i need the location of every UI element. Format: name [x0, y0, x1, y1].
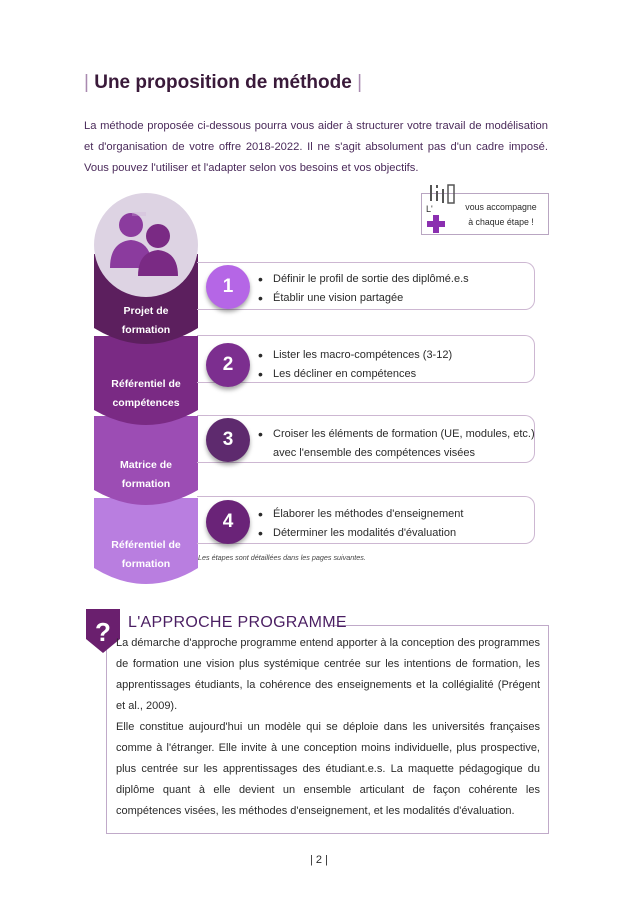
title-text: Une proposition de méthode — [94, 72, 352, 93]
step-number-2: 2 — [206, 343, 250, 387]
band-label-2-line1: Référentiel de — [111, 378, 181, 390]
question-mark: ? — [95, 617, 111, 647]
step-list-3 — [257, 425, 537, 463]
step-number-3: 3 — [206, 418, 250, 462]
page-number: | 2 | — [310, 854, 328, 866]
people-circle — [94, 193, 198, 297]
band-label-4-line2: formation — [121, 558, 171, 570]
approche-box-top-border — [330, 625, 549, 626]
band-label-1-line1: Projet de — [123, 305, 169, 317]
step-3-item: • Croiser les éléments de formation (UE, modules, etc.) avec l'ensemble des compétences visées — [257, 425, 537, 463]
band-label-2-line2: compétences — [112, 397, 180, 409]
approche-paragraph-1: La démarche d'approche programme entend apporter à la conception des programmes de formation une vision plus systémique centrée sur les intentions de formation, les apprentissages étudiants, la cohérence des enseignements et la collégialité (Prégent et al., 2009). — [116, 637, 541, 712]
step-number-4: 4 — [206, 500, 250, 544]
step-1-item: • Définir le profil de sortie des diplômé.e.s — [257, 270, 537, 289]
idp-prefix: L' — [426, 204, 433, 214]
steps-caption: Les étapes sont détaillées dans les pages suivantes. — [198, 553, 366, 562]
band-label-3-line1: Matrice de — [120, 459, 172, 471]
step-list-4 — [257, 505, 537, 543]
band-label-4-line1: Référentiel de — [111, 539, 181, 551]
band-label-1 — [94, 302, 198, 340]
approche-paragraph-2: Elle constitue aujourd'hui un modèle qui se déploie dans les universités françaises comme à l'étranger. Elle invite à une conception moins individuelle, plus prospective, plus centrée sur les apprentissages des étudiant.e.s. La maquette pédagogique du diplôme quant à elle devient un ensemble articulant de façon cohérente les compétences visées, les méthodes d'enseignement, et les modalités d'évaluation. — [116, 721, 540, 817]
band-label-4 — [94, 536, 198, 574]
step-list-2 — [257, 346, 537, 384]
band-label-1-line2: formation — [121, 324, 171, 336]
step-2-item: • Lister les macro-compétences (3-12) — [257, 346, 537, 365]
intro-paragraph: La méthode proposée ci-dessous pourra vous aider à structurer votre travail de modélisation et d'organisation de votre offre 2018-2022. Il ne s'agit absolument pas d'un cadre imposé. Vous pouvez l'utiliser et l'adapter selon vos besoins et vos objectifs. — [84, 120, 548, 174]
step-list-1 — [257, 270, 537, 308]
step-4-item: • Déterminer les modalités d'évaluation — [257, 524, 537, 543]
band-label-2 — [94, 375, 198, 413]
step-4-item: • Élaborer les méthodes d'enseignement — [257, 505, 537, 524]
idp-line-1: vous accompagne — [465, 202, 537, 212]
title-bar-right: | — [357, 72, 362, 93]
step-1-item: • Établir une vision partagée — [257, 289, 537, 308]
approche-title: L'APPROCHE PROGRAMME — [128, 614, 347, 631]
title-bar-left: | — [84, 72, 89, 93]
idp-line-2: à chaque étape ! — [468, 217, 534, 227]
band-label-3-line2: formation — [121, 478, 171, 490]
step-number-1: 1 — [206, 265, 250, 309]
step-2-item: • Les décliner en compétences — [257, 365, 537, 384]
band-label-3 — [94, 456, 198, 494]
